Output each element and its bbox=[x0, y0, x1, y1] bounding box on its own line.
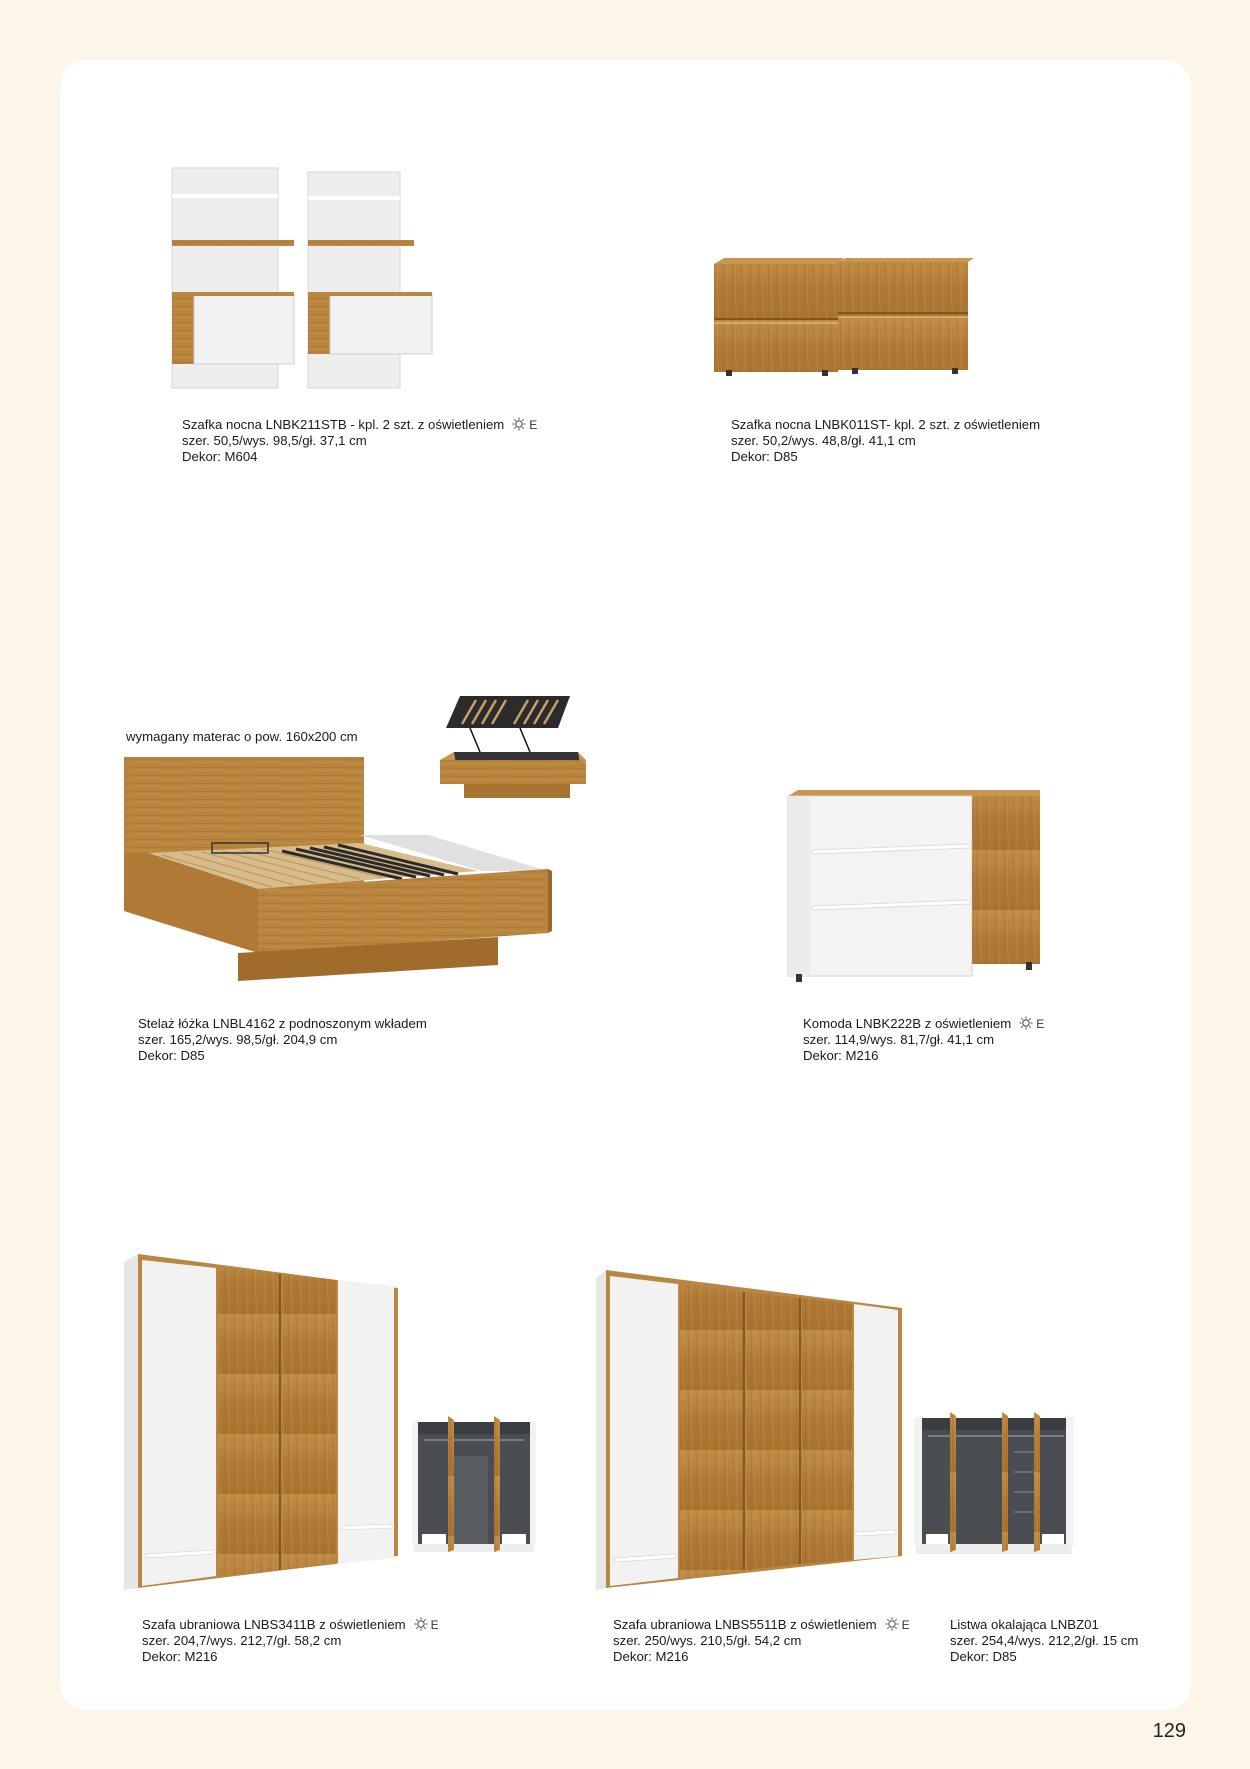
bed-lnbl4162-image bbox=[122, 757, 550, 989]
nightstand-lnbk211stb-image bbox=[168, 168, 448, 390]
product-dimensions: szer. 250/wys. 210,5/gł. 54,2 cm bbox=[613, 1633, 802, 1648]
product-dimensions: szer. 50,5/wys. 98,5/gł. 37,1 cm bbox=[182, 433, 367, 448]
product-dimensions: szer. 254,4/wys. 212,2/gł. 15 cm bbox=[950, 1633, 1139, 1648]
product-title: Komoda LNBK222B z oświetleniem bbox=[803, 1016, 1012, 1031]
product-decor: Dekor: D85 bbox=[950, 1649, 1017, 1664]
lightbulb-icon bbox=[512, 417, 526, 431]
product-title: Szafa ubraniowa LNBS3411B z oświetleniem bbox=[142, 1617, 406, 1632]
product-dimensions: szer. 50,2/wys. 48,8/gł. 41,1 cm bbox=[731, 433, 916, 448]
product-dimensions: szer. 114,9/wys. 81,7/gł. 41,1 cm bbox=[803, 1032, 995, 1047]
product-decor: Dekor: D85 bbox=[731, 449, 798, 464]
product-caption bbox=[142, 1617, 439, 1665]
product-caption bbox=[803, 1016, 1044, 1064]
product-caption bbox=[138, 1016, 427, 1064]
wardrobe-lnbs5511b-open-inset-image bbox=[914, 1412, 1074, 1556]
product-dimensions: szer. 204,7/wys. 212,7/gł. 58,2 cm bbox=[142, 1633, 342, 1648]
wardrobe-lnbs3411b-open-inset-image bbox=[412, 1416, 538, 1554]
product-title: Listwa okalająca LNBZ01 bbox=[950, 1617, 1099, 1632]
wardrobe-lnbs5511b-image bbox=[596, 1270, 904, 1590]
mattress-note: wymagany materac o pow. 160x200 cm bbox=[126, 729, 358, 744]
product-title: Szafka nocna LNBK211STB - kpl. 2 szt. z oświetleniem bbox=[182, 417, 505, 432]
product-decor: Dekor: D85 bbox=[138, 1048, 205, 1063]
energy-class: E bbox=[529, 418, 538, 432]
nightstand-lnbk011st-image bbox=[712, 258, 976, 380]
chest-of-drawers-lnbk222b-image bbox=[786, 790, 1042, 986]
product-decor: Dekor: M216 bbox=[142, 1649, 218, 1664]
product-decor: Dekor: M216 bbox=[803, 1048, 879, 1063]
energy-class: E bbox=[1036, 1017, 1045, 1031]
product-caption bbox=[613, 1617, 910, 1665]
product-dimensions: szer. 165,2/wys. 98,5/gł. 204,9 cm bbox=[138, 1032, 338, 1047]
wardrobe-lnbs3411b-image bbox=[124, 1254, 400, 1590]
energy-class: E bbox=[901, 1618, 910, 1632]
lightbulb-icon bbox=[885, 1617, 899, 1631]
energy-class: E bbox=[430, 1618, 439, 1632]
product-title: Stelaż łóżka LNBL4162 z podnoszonym wkładem bbox=[138, 1016, 427, 1031]
product-title: Szafka nocna LNBK011ST- kpl. 2 szt. z oświetleniem bbox=[731, 417, 1041, 432]
product-decor: Dekor: M604 bbox=[182, 449, 258, 464]
product-decor: Dekor: M216 bbox=[613, 1649, 689, 1664]
product-caption bbox=[950, 1617, 1138, 1665]
page-number: 129 bbox=[1152, 1720, 1186, 1742]
product-caption bbox=[182, 417, 537, 465]
lightbulb-icon bbox=[414, 1617, 428, 1631]
product-caption bbox=[731, 417, 1040, 465]
product-title: Szafa ubraniowa LNBS5511B z oświetleniem bbox=[613, 1617, 877, 1632]
lightbulb-icon bbox=[1019, 1016, 1033, 1030]
